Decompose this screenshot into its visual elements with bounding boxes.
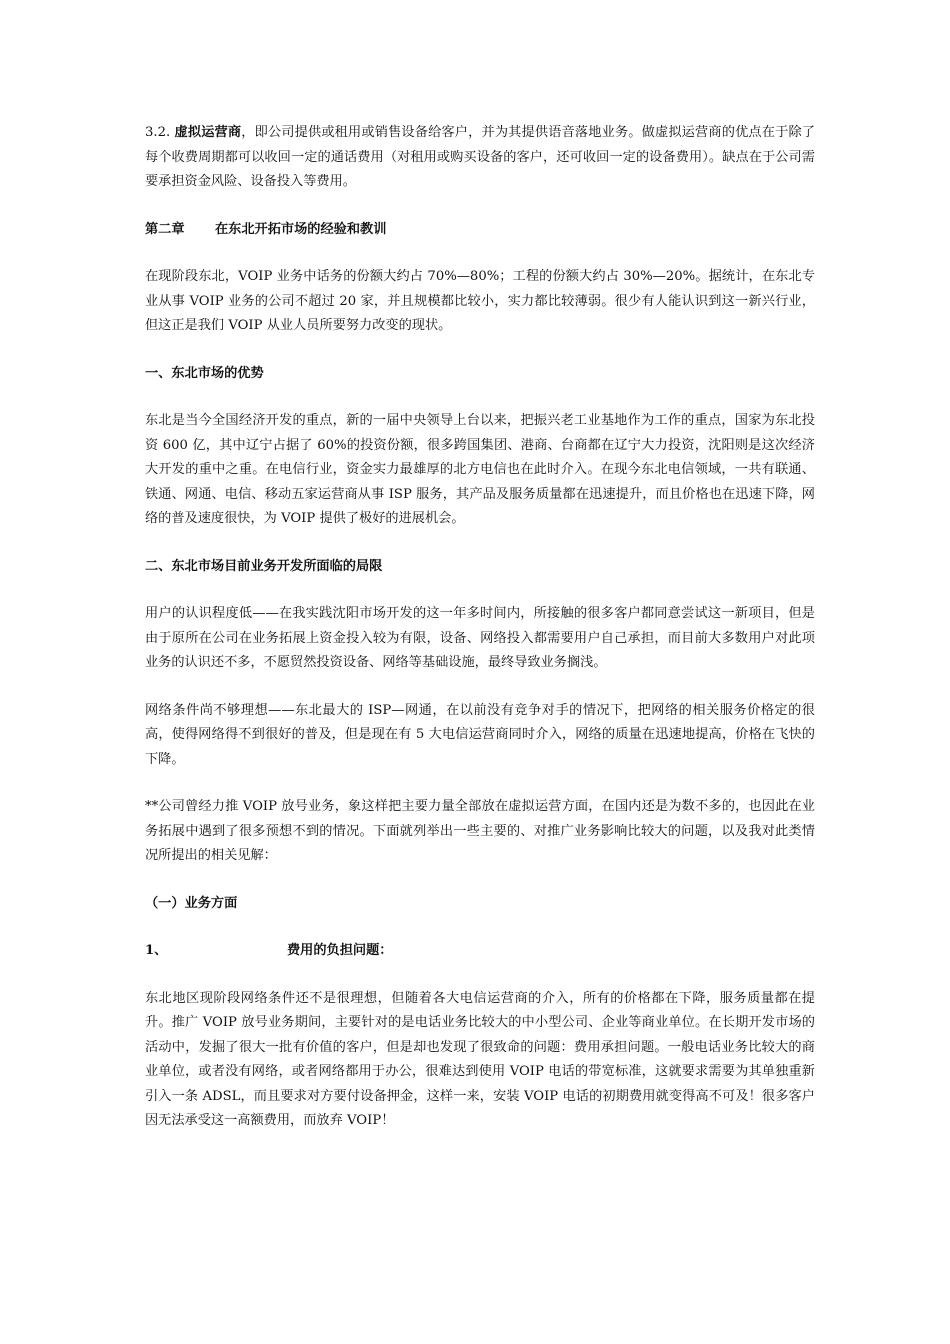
- company-paragraph: **公司曾经力推 VOIP 放号业务，象这样把主要力量全部放在虚拟运营方面，在国内还是为数不多的，也因此在业务拓展中遇到了很多预想不到的情况。下面就列举出一些主要的、对推广业务影响比较大的问题，以及我对此类情况所提出的相关见解：: [145, 799, 815, 863]
- document-page: [145, 121, 815, 1157]
- advantages-paragraph: 东北是当今全国经济开发的重点，新的一届中央领导上台以来，把振兴老工业基地作为工作的重点，国家为东北投资 600 亿，其中辽宁占据了 60%的投资份额，很多跨国集团、港商、台商都在辽宁大力投资，沈阳则是这次经济大开发的重中之重。在电信行业，资金实力最雄厚的北方电信也在此时介入。在现今东北电信领域，一共有联通、铁通、网通、电信、移动五家运营商从事 ISP 服务，其产品及服务质量都在迅速提升，而且价格也在迅速下降，网络的普及速度很快，为 VOIP 提供了极好的进展机会。: [145, 413, 815, 526]
- section-3-2-paragraph: [145, 121, 815, 195]
- heading-advantages: 一、东北市场的优势: [145, 365, 264, 381]
- limits-paragraph-awareness: 用户的认识程度低——在我实践沈阳市场开发的这一年多时间内，所接触的很多客户都同意尝试这一新项目，但是由于原所在公司在业务拓展上资金投入较为有限，设备、网络投入都需要用户自己承担，而目前大多数用户对此项业务的认识还不多，不愿贸然投资设备、网络等基础设施，最终导致业务搁浅。: [145, 606, 815, 670]
- section-3-2-term: 虚拟运营商: [174, 125, 242, 140]
- heading-business: （一）业务方面: [145, 895, 238, 911]
- item-1-number: 1、: [145, 943, 168, 958]
- section-3-2-number: 3.2.: [145, 125, 175, 140]
- chapter-2-title: 在东北开拓市场的经验和教训: [215, 221, 387, 237]
- heading-limits: 二、东北市场目前业务开发所面临的局限: [145, 558, 383, 574]
- cost-paragraph: 东北地区现阶段网络条件还不是很理想，但随着各大电信运营商的介入，所有的价格都在下降，服务质量都在提升。推广 VOIP 放号业务期间，主要针对的是电话业务比较大的中小型公司、企业等商业单位。在长期开发市场的活动中，发掘了很大一批有价值的客户，但是却也发现了很致命的问题：费用承担问题。一般电话业务比较大的商业单位，或者没有网络，或者网络都用于办公，很难达到使用 VOIP 电话的带宽标准，这就要求需要为其单独重新引入一条 ADSL，而且要求对方要付设备押金，这样一来，安装 VOIP 电话的初期费用就变得高不可及！很多客户因无法承受这一高额费用，而放弃 VOIP！: [145, 990, 815, 1128]
- item-1-title: 费用的负担问题：: [287, 943, 393, 958]
- chapter-2-heading: [145, 218, 815, 243]
- chapter-2-number: 第二章: [145, 221, 185, 237]
- limits-paragraph-network: 网络条件尚不够理想——东北最大的 ISP—网通，在以前没有竞争对手的情况下，把网络的相关服务价格定的很高，使得网络得不到很好的普及，但是现在有 5 大电信运营商同时介入，网络的质量在迅速地提高，价格在飞快的下降。: [145, 702, 815, 767]
- section-3-2-text: ，即公司提供或租用或销售设备给客户，并为其提供语音落地业务。做虚拟运营商的优点在于除了每个收费周期都可以收回一定的通话费用（对租用或购买设备的客户，还可收回一定的设备费用）。缺点在于公司需要承担资金风险、设备投入等费用。: [145, 125, 815, 189]
- intro-paragraph: 在现阶段东北，VOIP 业务中话务的份额大约占 70%—80%；工程的份额大约占 30%—20%。据统计，在东北专业从事 VOIP 业务的公司不超过 20 家，并且规模都比较小，实力都比较薄弱。很少有人能认识到这一新兴行业，但这正是我们 VOIP 从业人员所要努力改变的现状。: [145, 269, 815, 333]
- item-1-heading: [145, 939, 815, 964]
